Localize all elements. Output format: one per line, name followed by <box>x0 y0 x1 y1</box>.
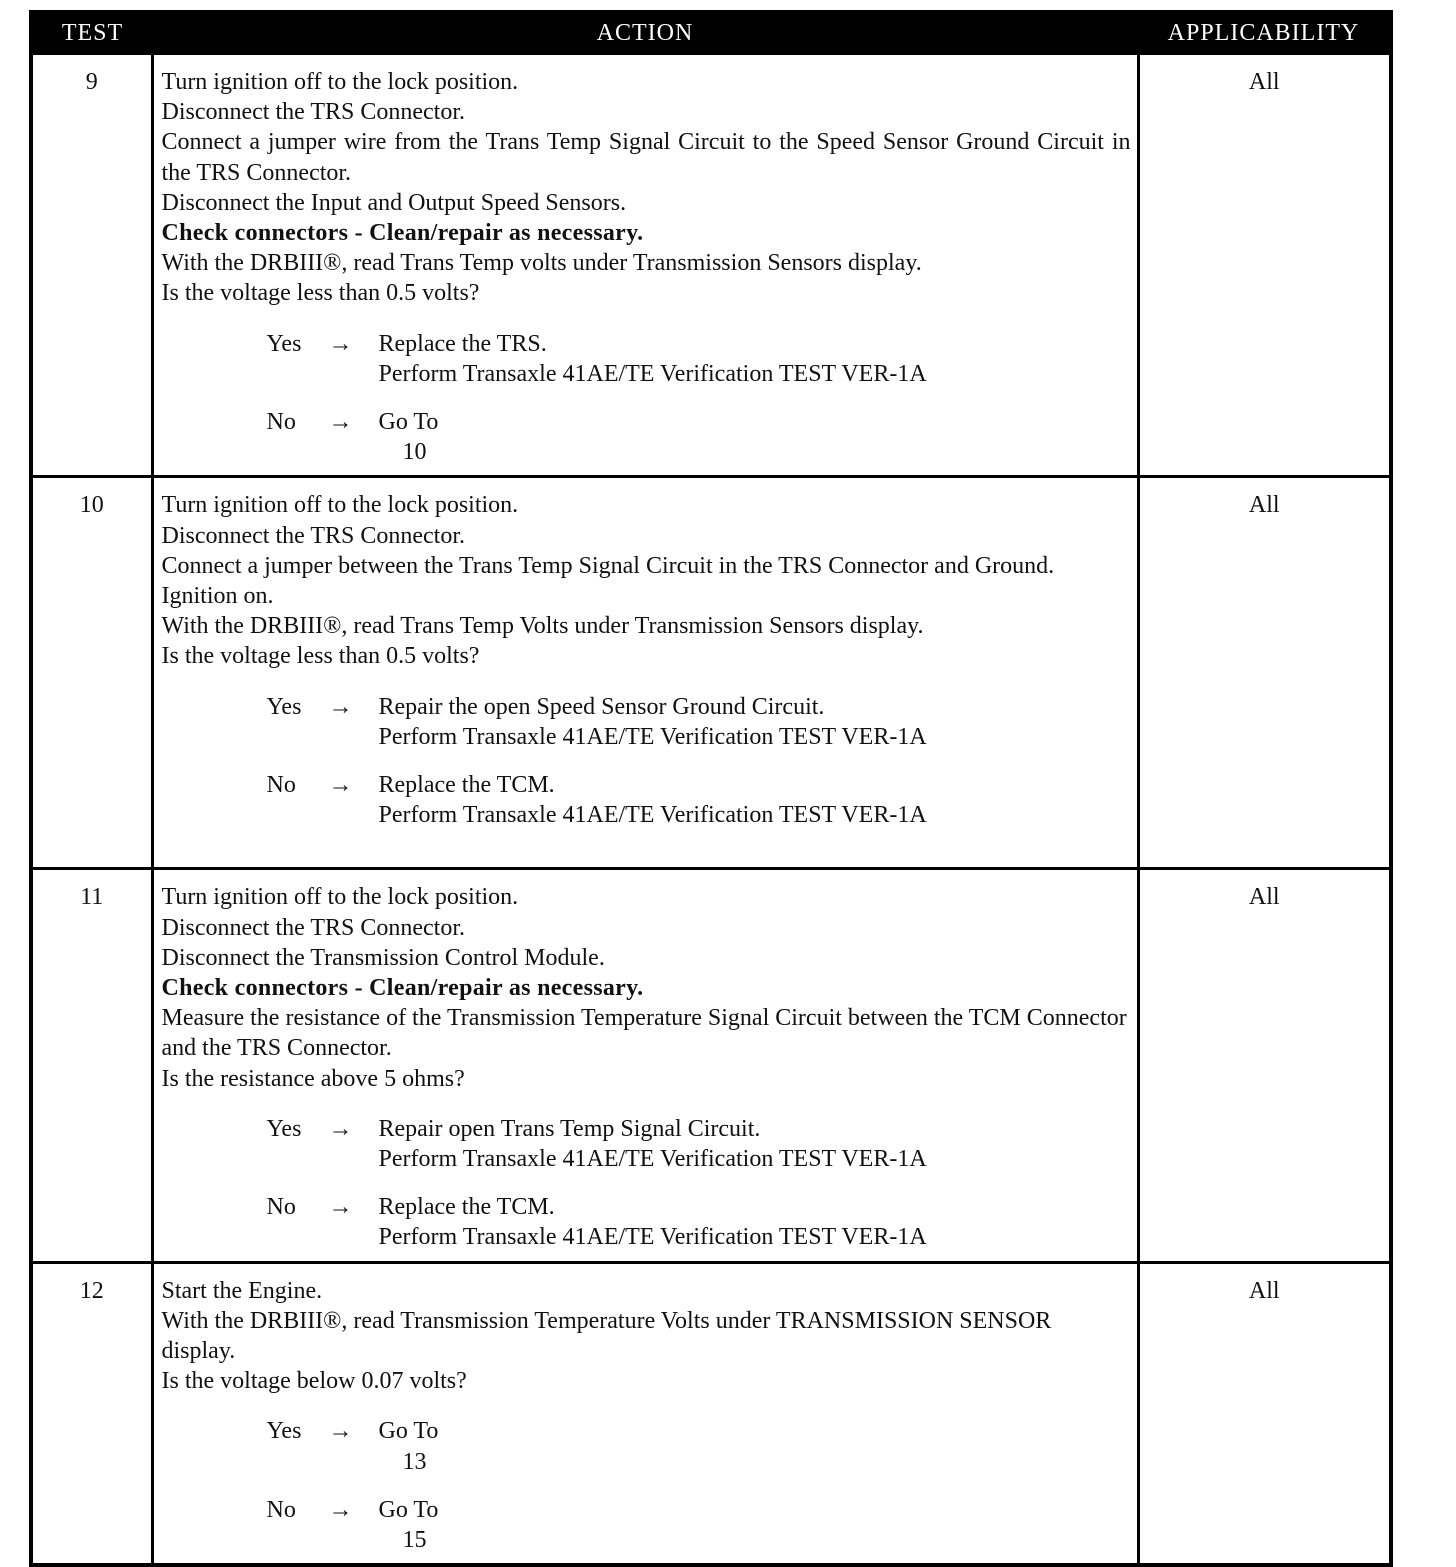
action-step: Disconnect the TRS Connector. <box>161 914 466 941</box>
arrow-icon: → <box>328 1194 353 1221</box>
action-cell <box>152 54 1138 477</box>
yes-label: Yes <box>266 1418 302 1445</box>
result-line: Perform Transaxle 41AE/TE Verification TEST VER-1A <box>378 723 927 750</box>
result-line: Replace the TCM. <box>378 772 555 799</box>
action-step-bold: Check connectors - Clean/repair as necessary. <box>161 220 644 247</box>
goto-number: 10 <box>402 439 427 466</box>
action-step: Ignition on. <box>161 583 274 610</box>
arrow-icon: → <box>328 1418 353 1445</box>
yes-result <box>379 1416 1131 1476</box>
action-step: Connect a jumper between the Trans Temp Signal Circuit in the TRS Connector and Ground. <box>161 552 1055 579</box>
yes-label: Yes <box>266 330 302 357</box>
no-result <box>379 770 1131 830</box>
yes-label: Yes <box>266 1115 302 1142</box>
result-line: Repair the open Speed Sensor Ground Circuit. <box>378 693 825 720</box>
no-result <box>379 407 1131 467</box>
action-step: Disconnect the Input and Output Speed Sensors. <box>161 189 627 216</box>
header-test: TEST <box>31 12 152 54</box>
yes-result <box>379 692 1131 752</box>
yes-branch <box>267 1114 1131 1174</box>
action-step-bold: Check connectors - Clean/repair as necessary. <box>161 975 644 1002</box>
test-number: 9 <box>31 54 152 477</box>
action-step: Is the resistance above 5 ohms? <box>161 1065 465 1092</box>
result-line: Replace the TCM. <box>378 1194 555 1221</box>
action-step: Connect a jumper wire from the Trans Temp Signal Circuit to the Speed Sensor Ground Circuit in the TRS Connector. <box>161 129 1131 186</box>
result-line <box>379 407 1131 467</box>
action-cell <box>152 1262 1138 1565</box>
arrow-icon: → <box>328 1496 353 1523</box>
action-step: Is the voltage less than 0.5 volts? <box>161 643 480 670</box>
result-line: Replace the TRS. <box>378 330 547 357</box>
applicability-value: All <box>1138 54 1391 477</box>
goto-label: Go To <box>378 1418 439 1445</box>
result-line <box>379 1416 1131 1476</box>
diagnostic-test-table <box>29 10 1393 1567</box>
yes-result <box>379 329 1131 389</box>
action-step: Turn ignition off to the lock position. <box>161 69 519 95</box>
action-cell <box>152 869 1138 1262</box>
no-branch <box>267 1192 1131 1252</box>
table-row <box>31 477 1391 869</box>
result-line: Repair open Trans Temp Signal Circuit. <box>378 1115 761 1142</box>
arrow-icon: → <box>328 772 353 799</box>
applicability-value: All <box>1138 1262 1391 1565</box>
no-label: No <box>266 1194 296 1221</box>
action-step: Turn ignition off to the lock position. <box>161 884 519 911</box>
no-label: No <box>266 772 296 799</box>
test-number: 10 <box>31 477 152 869</box>
yes-branch <box>267 692 1131 752</box>
result-line: Perform Transaxle 41AE/TE Verification TEST VER-1A <box>378 1224 927 1251</box>
action-step: With the DRBIII®, read Transmission Temperature Volts under TRANSMISSION SENSOR display. <box>161 1307 1052 1365</box>
no-branch <box>267 407 1131 467</box>
test-number: 12 <box>31 1262 152 1565</box>
table-row <box>31 1262 1391 1565</box>
table-row <box>31 869 1391 1262</box>
action-step: Is the voltage below 0.07 volts? <box>161 1368 467 1395</box>
action-step: Disconnect the TRS Connector. <box>161 99 466 126</box>
action-step: Measure the resistance of the Transmission Temperature Signal Circuit between the TCM Connector and the TRS Connector. <box>161 1005 1127 1062</box>
no-label: No <box>266 1496 296 1523</box>
arrow-icon: → <box>328 1115 353 1142</box>
yes-result <box>379 1114 1131 1174</box>
arrow-icon: → <box>328 409 353 436</box>
header-action: ACTION <box>152 12 1138 54</box>
test-number: 11 <box>31 869 152 1262</box>
action-step: With the DRBIII®, read Trans Temp Volts under Transmission Sensors display. <box>161 613 924 640</box>
no-result <box>379 1192 1131 1252</box>
goto-label: Go To <box>378 1496 439 1523</box>
applicability-value: All <box>1138 477 1391 869</box>
arrow-icon: → <box>328 330 353 357</box>
header-applicability: APPLICABILITY <box>1138 12 1391 54</box>
action-step: Is the voltage less than 0.5 volts? <box>161 280 480 307</box>
yes-branch <box>267 329 1131 389</box>
result-line: Perform Transaxle 41AE/TE Verification TEST VER-1A <box>378 1146 927 1173</box>
yes-branch <box>267 1416 1131 1476</box>
action-step: Turn ignition off to the lock position. <box>161 492 519 519</box>
action-step: Disconnect the TRS Connector. <box>161 522 466 549</box>
result-line: Perform Transaxle 41AE/TE Verification TEST VER-1A <box>378 802 927 829</box>
table-header <box>31 12 1391 54</box>
no-label: No <box>266 409 296 436</box>
arrow-icon: → <box>328 693 353 720</box>
action-step: With the DRBIII®, read Trans Temp volts under Transmission Sensors display. <box>161 250 922 277</box>
goto-number: 13 <box>402 1448 427 1475</box>
applicability-value: All <box>1138 869 1391 1262</box>
result-line: Perform Transaxle 41AE/TE Verification TEST VER-1A <box>378 360 927 387</box>
yes-label: Yes <box>266 693 302 720</box>
action-cell <box>152 477 1138 869</box>
no-branch <box>267 770 1131 830</box>
table-row <box>31 54 1391 477</box>
action-step: Disconnect the Transmission Control Module. <box>161 944 605 971</box>
action-step: Start the Engine. <box>161 1277 323 1304</box>
goto-label: Go To <box>378 409 439 436</box>
goto-number: 15 <box>402 1527 427 1554</box>
